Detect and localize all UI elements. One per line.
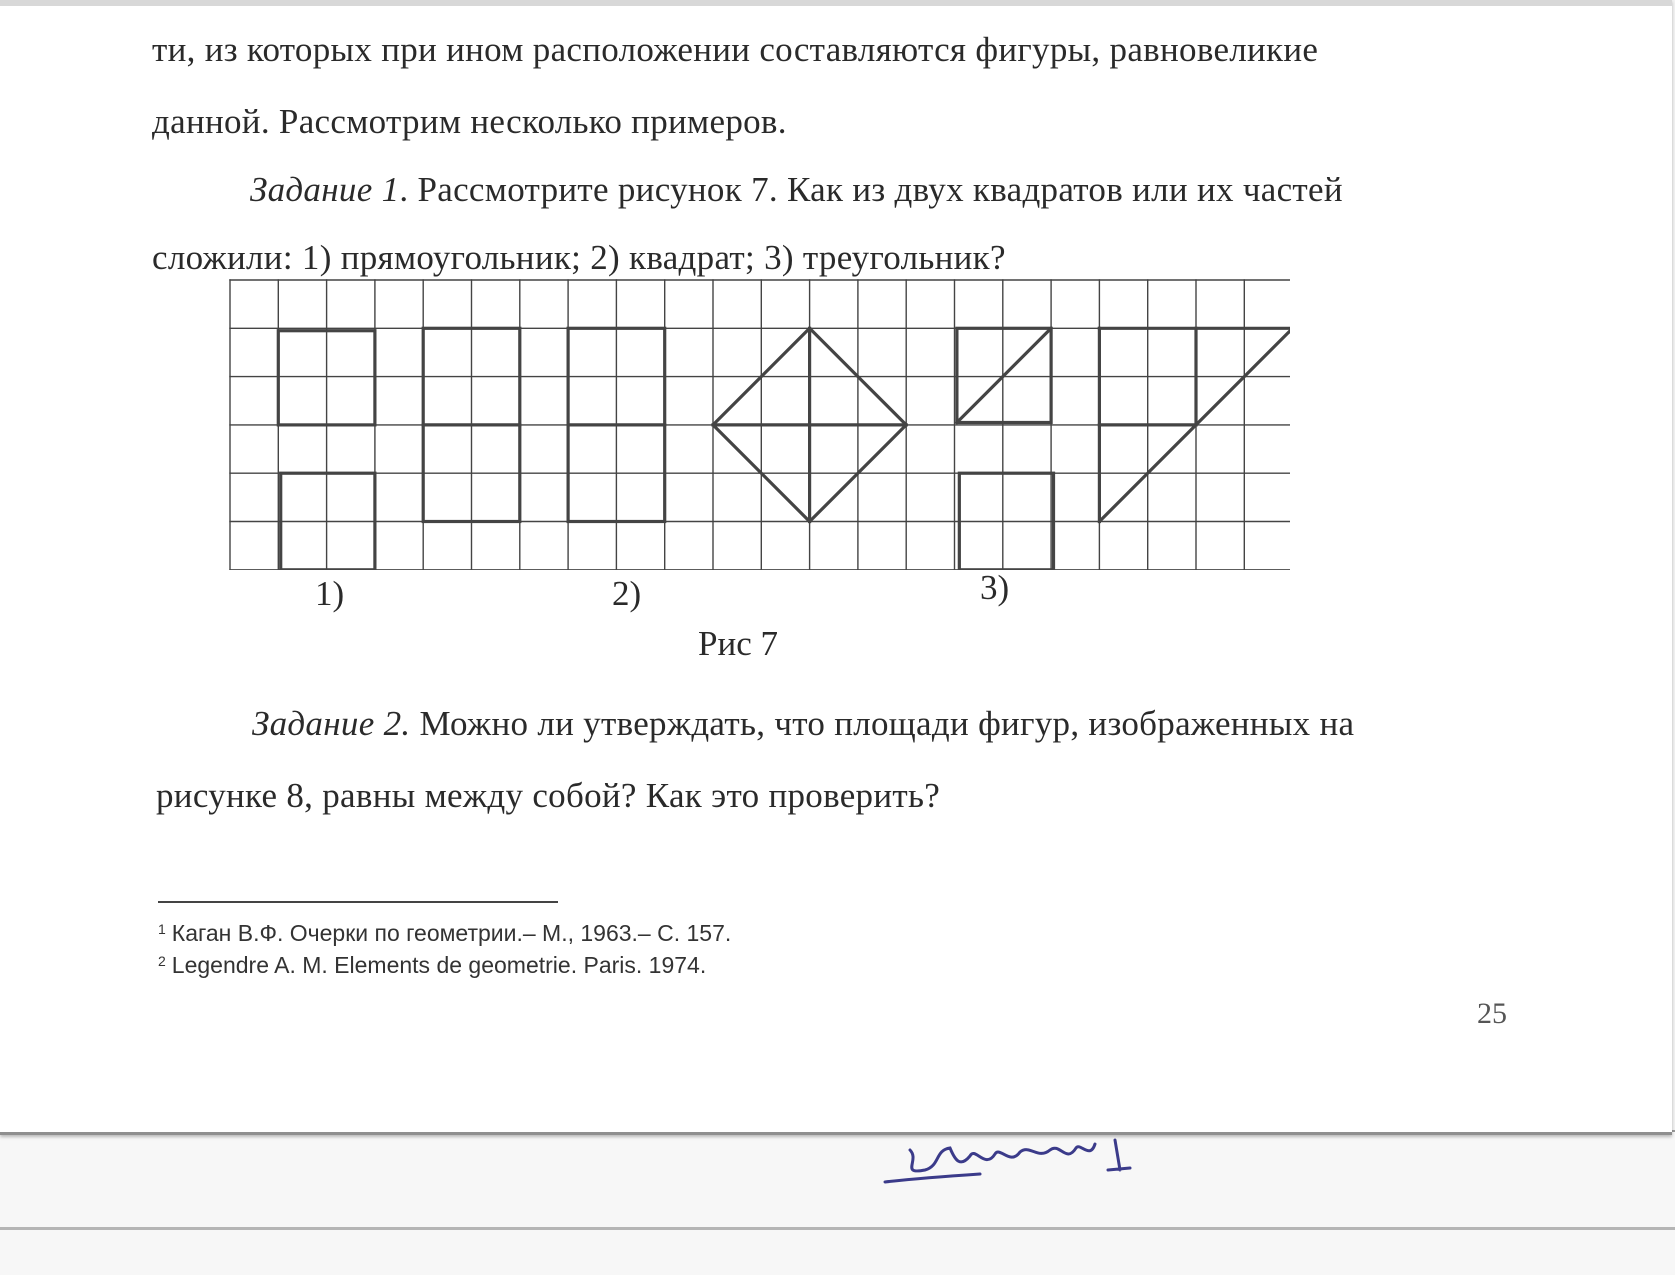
figure-label-1: 1)	[315, 574, 345, 613]
paragraph-line-1	[152, 30, 1502, 70]
task-2-line-2-text: рисунке 8, равны между собой? Как это проверить?	[156, 776, 941, 815]
figure-label-3: 3)	[980, 568, 1010, 607]
page-top-edge	[0, 0, 1672, 6]
figure-label-2: 2)	[612, 574, 642, 613]
task-1-line-2-text: сложили: 1) прямоугольник; 2) квадрат; 3) треугольник?	[152, 238, 1006, 277]
underlying-page-edge	[0, 1227, 1675, 1230]
footnote-1-marker: 1	[158, 921, 166, 937]
task-2-text: Можно ли утверждать, что площади фигур, изображенных на	[419, 704, 1355, 743]
paragraph-line-2-text: данной. Рассмотрим несколько примеров.	[152, 102, 787, 141]
task-1-label: Задание 1	[250, 170, 400, 209]
footnote-1	[158, 918, 731, 948]
footnote-2	[158, 950, 706, 980]
paragraph-line-1-text: ти, из которых при ином расположении составляются фигуры, равновеликие	[152, 30, 1319, 69]
handwritten-signature	[880, 1130, 1170, 1200]
footnote-2-marker: 2	[158, 953, 166, 969]
task-2-line-1	[252, 704, 1510, 744]
figure-7-grid	[226, 278, 1290, 570]
task-1-text: . Рассмотрите рисунок 7. Как из двух квадратов или их частей	[399, 170, 1343, 209]
paragraph-line-2	[152, 102, 787, 142]
task-1-line-2	[152, 238, 1006, 278]
fig3-upper-diagonal	[957, 328, 1051, 422]
figure-caption: Рис 7	[698, 624, 778, 663]
footnote-1-text: Каган В.Ф. Очерки по геометрии.– М., 1963.– С. 157.	[171, 920, 732, 946]
task-2-line-2	[156, 776, 940, 816]
task-2-label: Задание 2.	[252, 704, 411, 743]
footnote-2-text: Legendre A. M. Elements de geometrie. Paris. 1974.	[171, 952, 707, 978]
page-number: 25	[1477, 997, 1507, 1030]
underlying-page	[0, 1130, 1675, 1275]
footnote-divider	[158, 901, 558, 903]
task-1-line-1	[250, 170, 1502, 210]
